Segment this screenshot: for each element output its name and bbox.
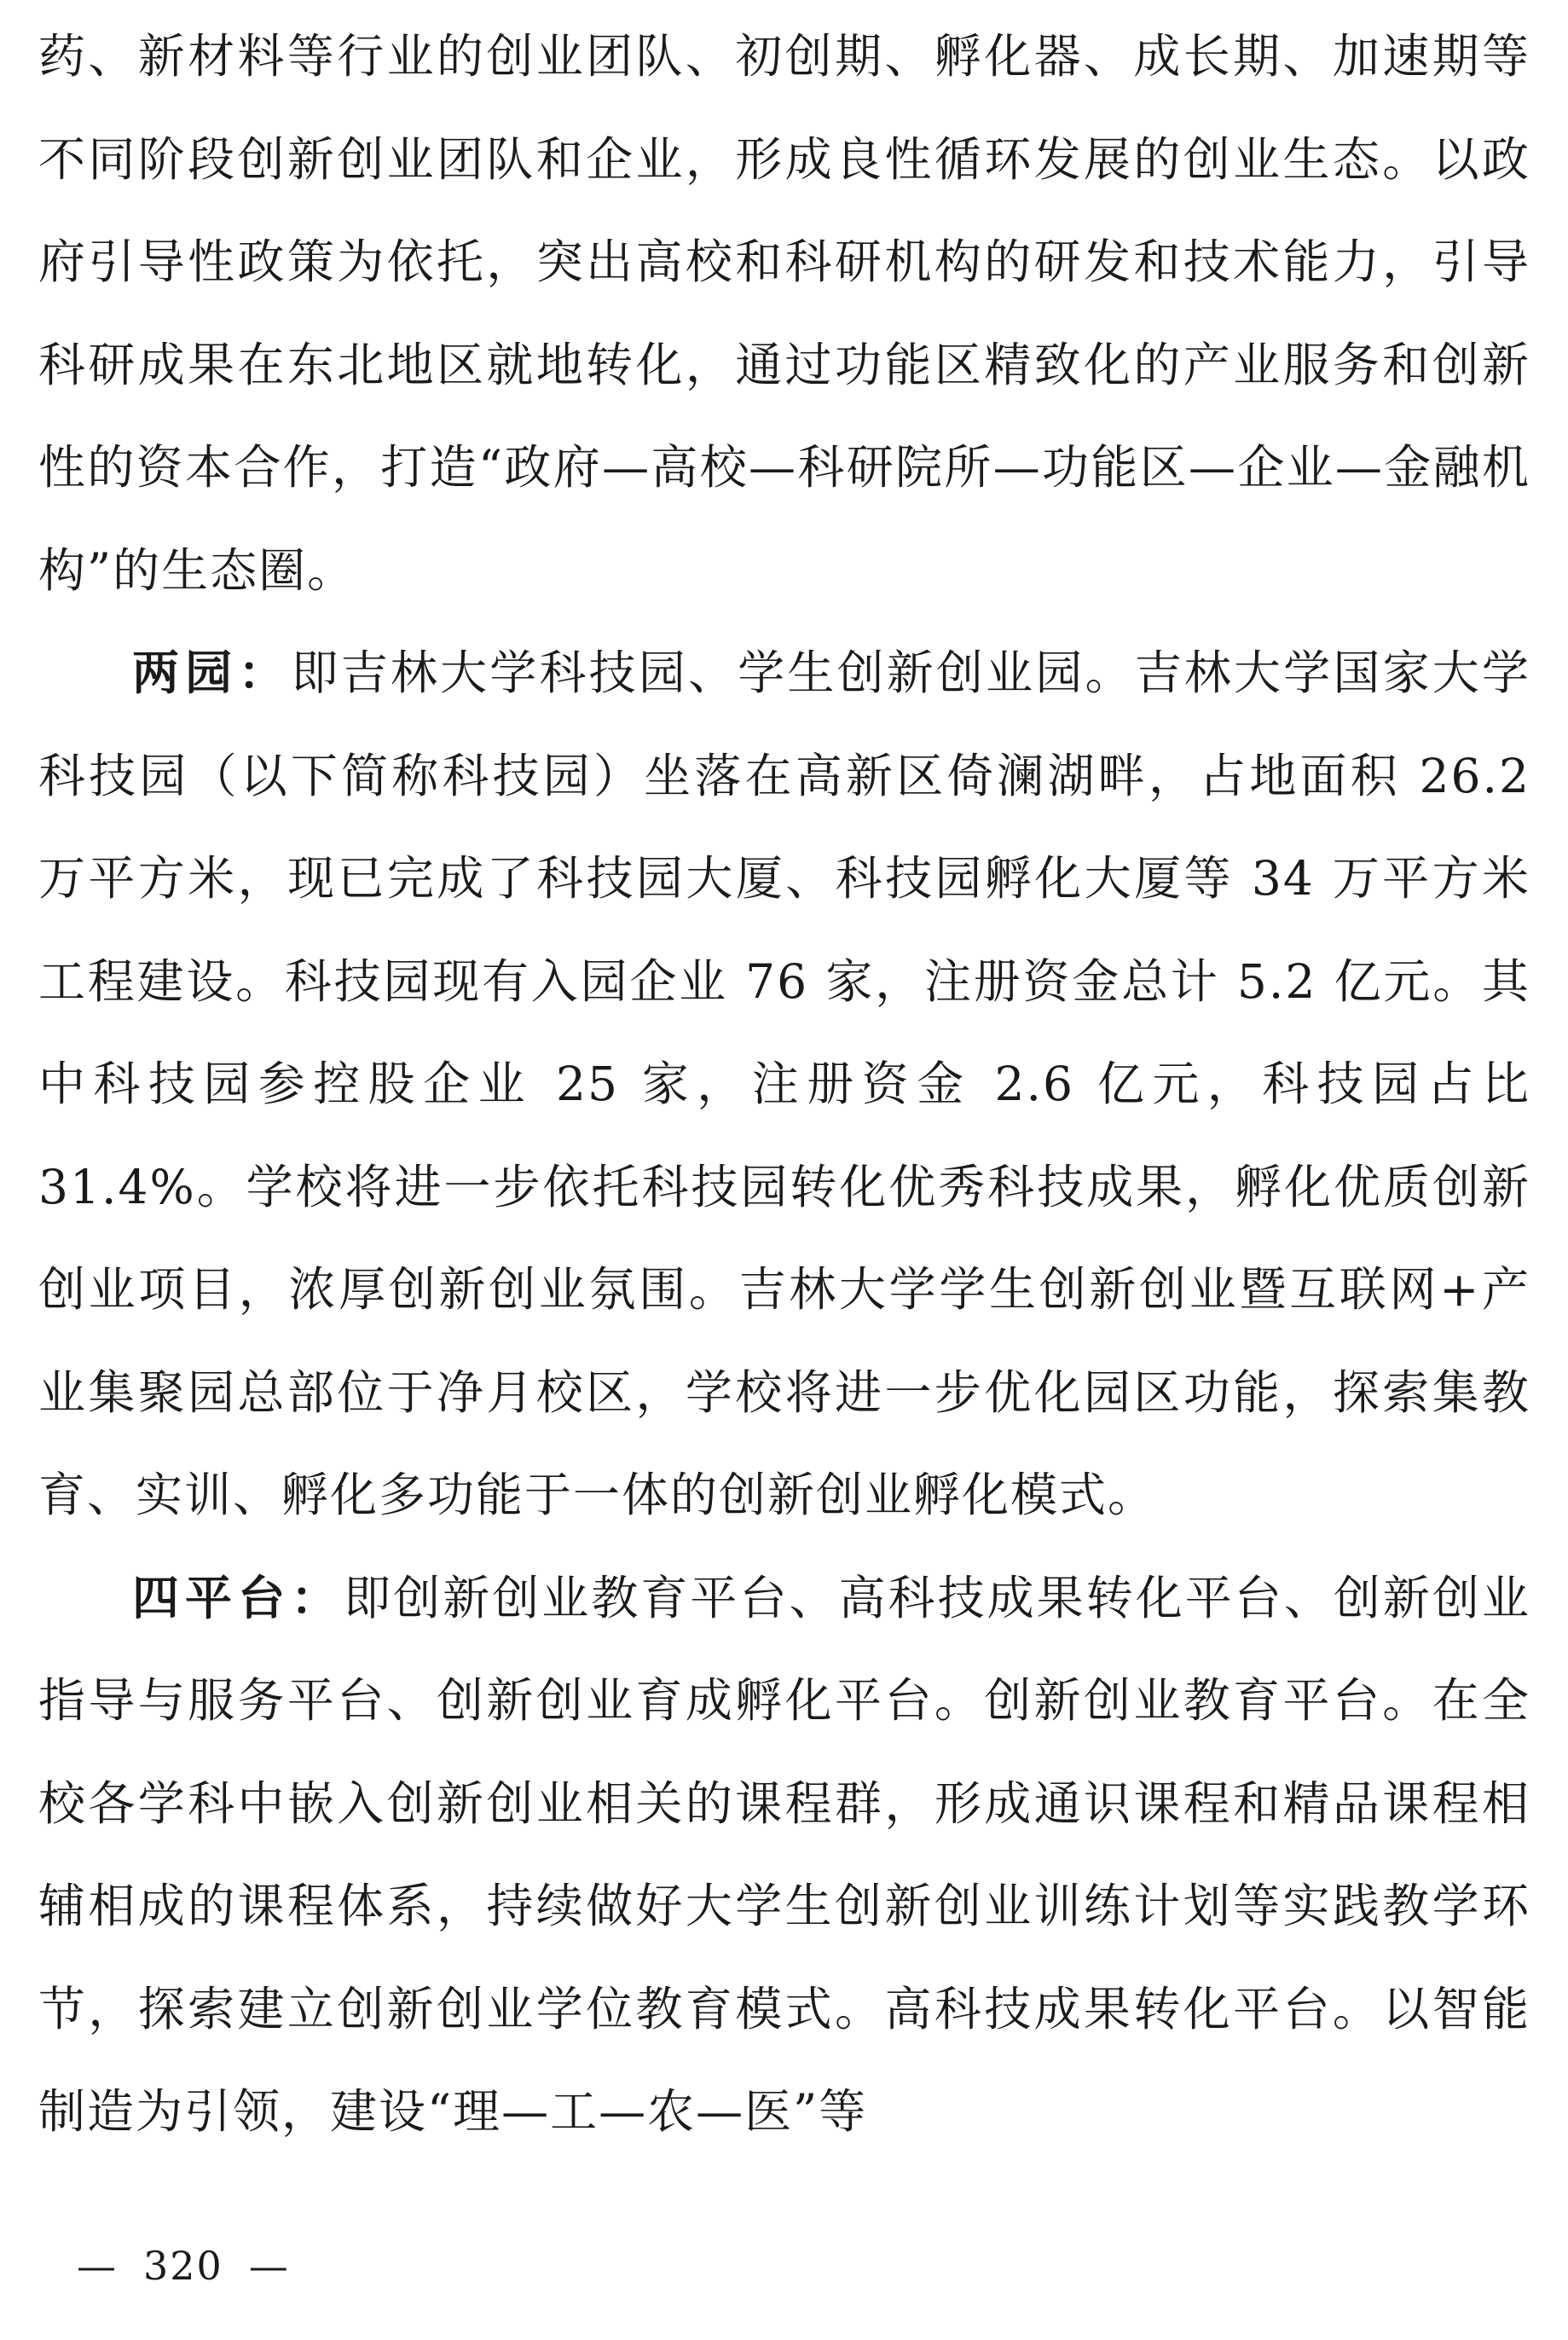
paragraph-four-platforms-lead: 四平台： xyxy=(132,1569,344,1625)
paragraph-two-parks xyxy=(38,622,1530,1547)
paragraph-four-platforms-text: 即创新创业教育平台、高科技成果转化平台、创新创业指导与服务平台、创新创业育成孵化平台。创新创业教育平台。在全校各学科中嵌入创新创业相关的课程群，形成通识课程和精品课程相辅相成的课程体系，持续做好大学生创新创业训练计划等实践教学环节，探索建立创新创业学位教育模式。高科技成果转化平台。以智能制造为引领，建设“理—工—农—医”等 xyxy=(38,1570,1530,2139)
paragraph-1-text: 药、新材料等行业的创业团队、初创期、孵化器、成长期、加速期等不同阶段创新创业团队和企业，形成良性循环发展的创业生态。以政府引导性政策为依托，突出高校和科研机构的研发和技术能力，引导科研成果在东北地区就地转化，通过功能区精致化的产业服务和创新性的资本合作，打造“政府—高校—科研院所—功能区—企业—金融机构”的生态圈。 xyxy=(38,29,1530,598)
paragraph-1 xyxy=(38,5,1530,622)
paragraph-four-platforms xyxy=(38,1547,1530,2163)
footer-dash-right: — xyxy=(248,2243,290,2289)
paragraph-two-parks-text: 即吉林大学科技园、学生创新创业园。吉林大学国家大学科技园（以下简称科技园）坐落在高新区倚澜湖畔，占地面积 26.2 万平方米，现已完成了科技园大厦、科技园孵化大厦等 34 万平方米工程建设。科技园现有入园企业 76 家，注册资金总计 5.2 亿元。其中科技园参控股企业 25 家，注册资金 2.6 亿元，科技园占比 31.4%。学校将进一步依托科技园转化优秀科技成果，孵化优质创新创业项目，浓厚创新创业氛围。吉林大学学生创新创业暨互联网+产业集聚园总部位于净月校区，学校将进一步优化园区功能，探索集教育、实训、孵化多功能于一体的创新创业孵化模式。 xyxy=(38,646,1530,1522)
body-text xyxy=(38,5,1530,2163)
paragraph-two-parks-lead: 两园： xyxy=(132,645,292,700)
footer-dash-left: — xyxy=(77,2243,118,2289)
page-footer xyxy=(51,2243,315,2289)
page-number: 320 xyxy=(143,2243,223,2289)
